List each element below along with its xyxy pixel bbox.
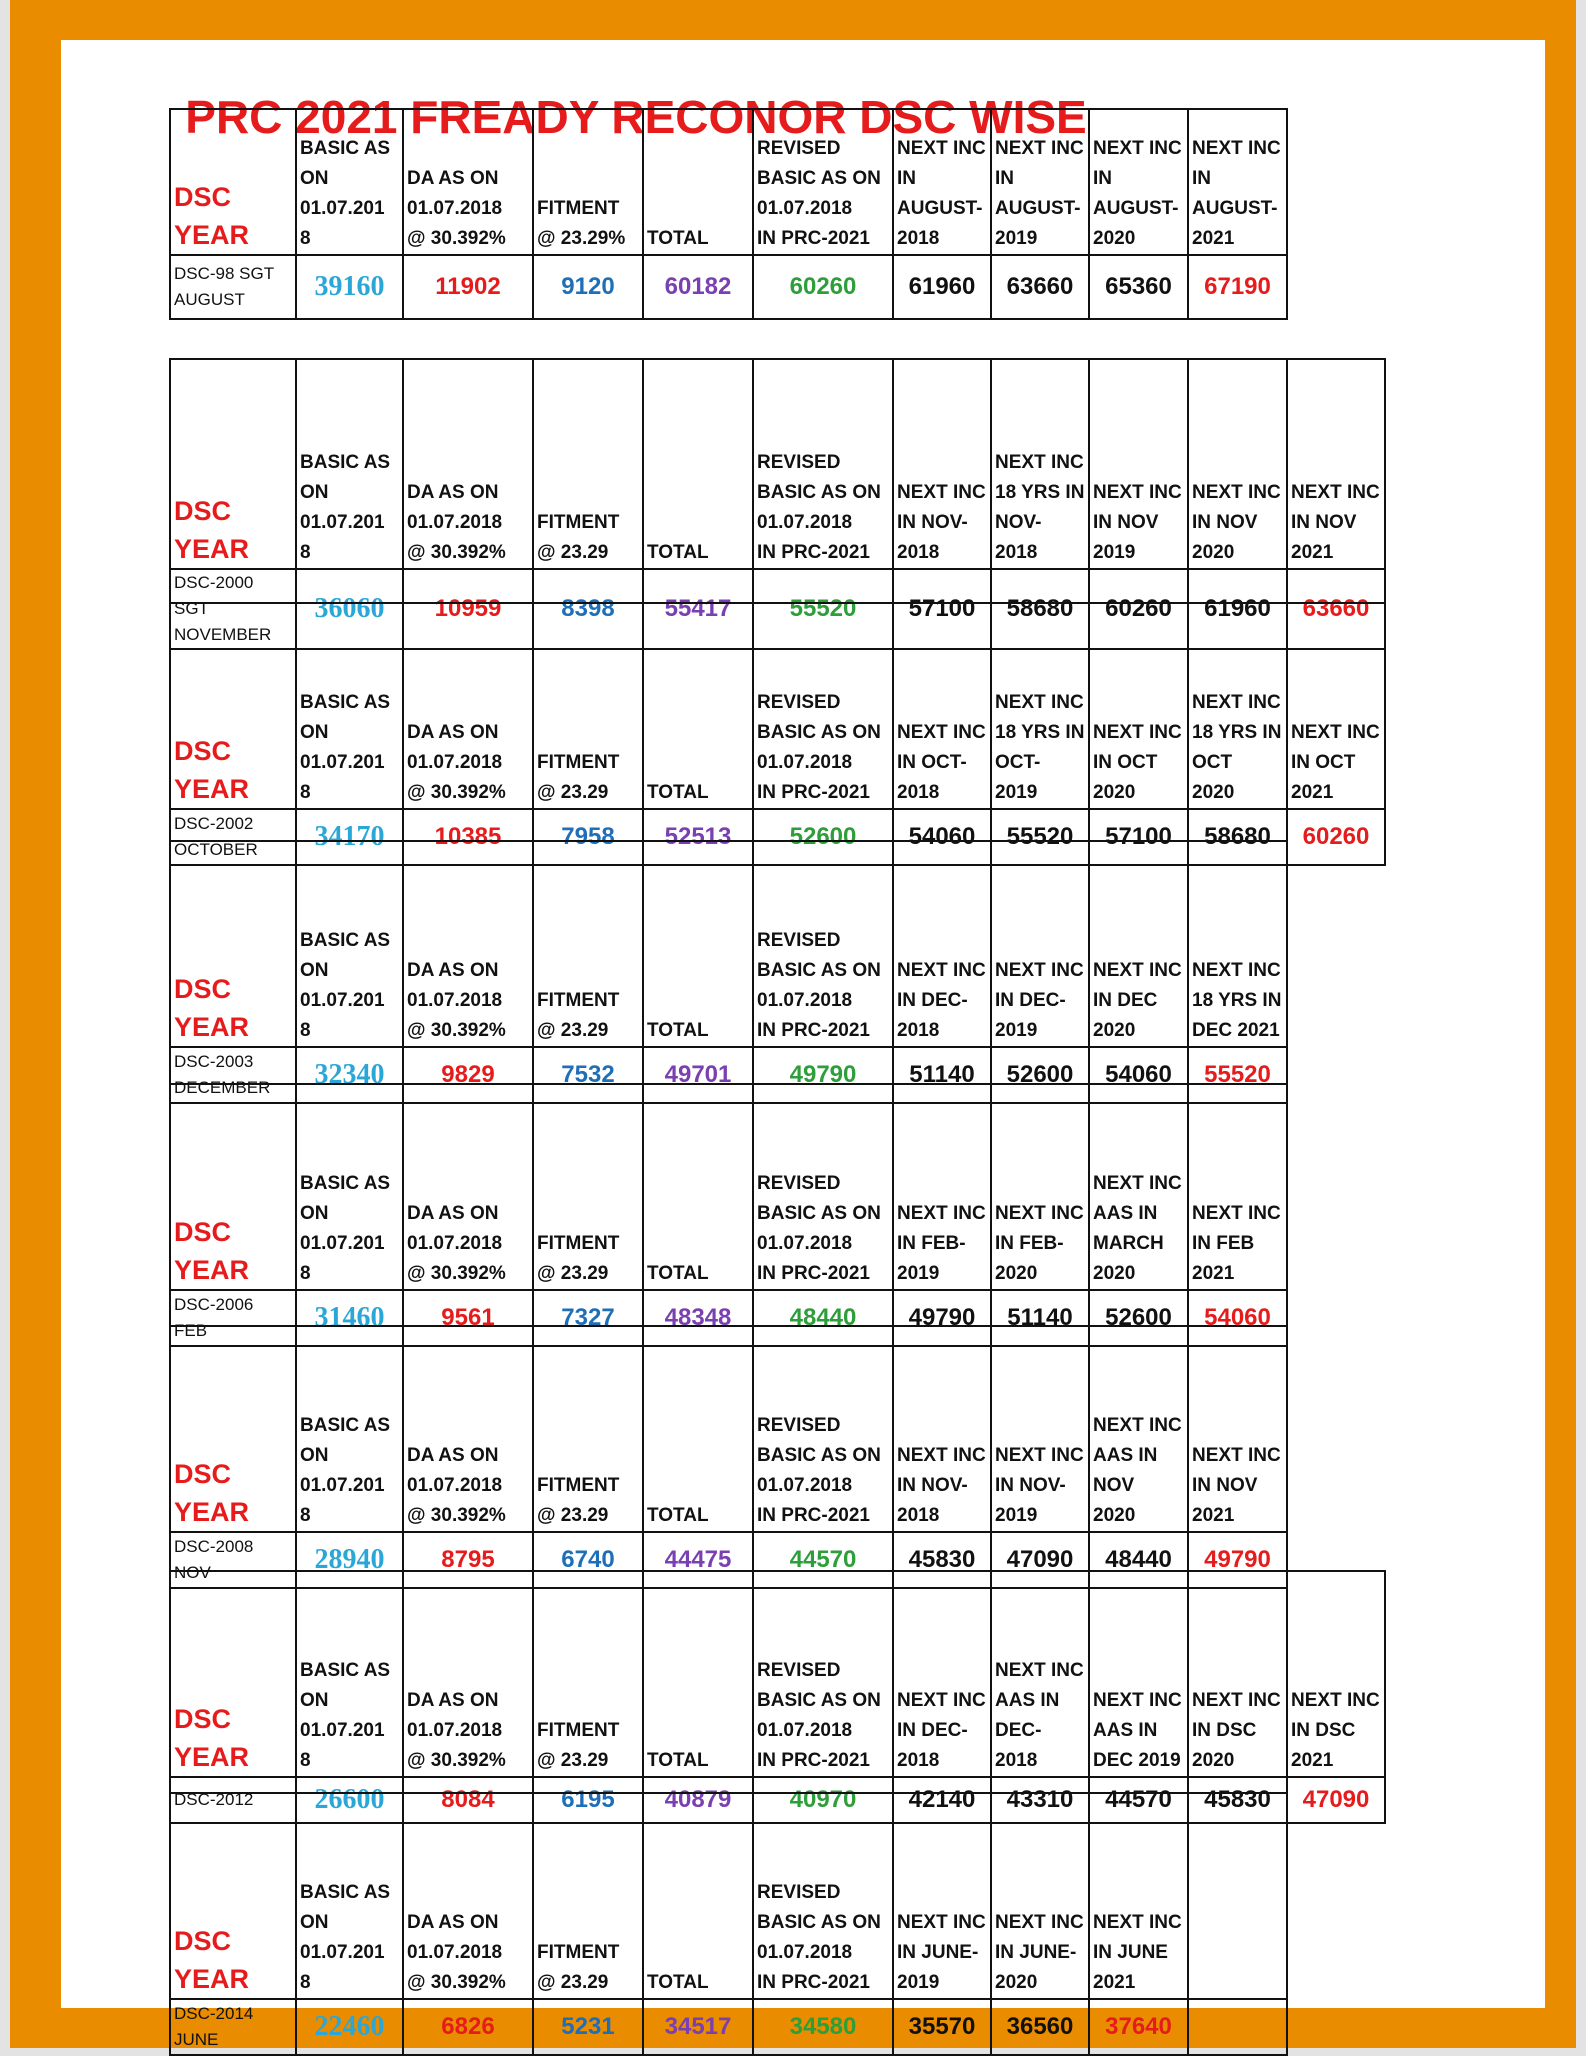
column-header: BASIC AS ON 01.07.201 8 — [296, 1084, 403, 1290]
column-header: REVISED BASIC AS ON 01.07.2018 IN PRC-2021 — [753, 109, 893, 255]
value-cell: 36060 — [296, 569, 403, 649]
value-cell: 63660 — [991, 255, 1089, 319]
column-header: BASIC AS ON 01.07.201 8 — [296, 109, 403, 255]
column-header: NEXT INC AAS IN DEC- 2018 — [991, 1571, 1089, 1777]
column-header: NEXT INC IN DEC 2020 — [1089, 841, 1188, 1047]
column-header: NEXT INC IN AUGUST- 2021 — [1188, 109, 1287, 255]
column-header: NEXT INC AAS IN NOV 2020 — [1089, 1326, 1188, 1532]
column-header: NEXT INC IN AUGUST- 2020 — [1089, 109, 1188, 255]
dsc-row-label: DSC-98 SGT AUGUST — [170, 255, 296, 319]
value-cell: 40970 — [753, 1777, 893, 1823]
column-header: NEXT INC IN NOV- 2018 — [893, 359, 991, 569]
column-header: NEXT INC IN FEB- 2019 — [893, 1084, 991, 1290]
dsc-row-label: DSC-2002 OCTOBER — [170, 809, 296, 865]
dsc-row-label: DSC-2003 DECEMBER — [170, 1047, 296, 1103]
dsc-row-label: DSC-2008 NOV — [170, 1532, 296, 1588]
column-header: NEXT INC IN DEC- 2018 — [893, 1571, 991, 1777]
column-header: FITMENT @ 23.29 — [533, 1793, 643, 1999]
dsc-year-label: DSC YEAR — [170, 1326, 296, 1532]
column-header: NEXT INC IN OCT 2021 — [1287, 603, 1385, 809]
column-header: NEXT INC 18 YRS IN NOV- 2018 — [991, 359, 1089, 569]
column-header: NEXT INC IN DSC 2020 — [1188, 1571, 1287, 1777]
column-header: NEXT INC 18 YRS IN DEC 2021 — [1188, 841, 1287, 1047]
value-cell: 34170 — [296, 809, 403, 865]
value-cell: 22460 — [296, 1999, 403, 2055]
column-header: FITMENT @ 23.29 — [533, 1326, 643, 1532]
value-cell: 7532 — [533, 1047, 643, 1103]
value-cell: 39160 — [296, 255, 403, 319]
column-header: BASIC AS ON 01.07.201 8 — [296, 1571, 403, 1777]
column-header: NEXT INC IN DEC- 2019 — [991, 841, 1089, 1047]
column-header: NEXT INC IN FEB 2021 — [1188, 1084, 1287, 1290]
column-header: DA AS ON 01.07.2018 @ 30.392% — [403, 603, 533, 809]
value-cell: 49790 — [1188, 1532, 1287, 1588]
value-cell: 47090 — [991, 1532, 1089, 1588]
dsc-year-label: DSC YEAR — [170, 359, 296, 569]
column-header: NEXT INC IN NOV- 2019 — [991, 1326, 1089, 1532]
value-cell: 48440 — [753, 1290, 893, 1346]
value-cell: 44570 — [1089, 1777, 1188, 1823]
dsc-table-block — [169, 1325, 1288, 1589]
column-header: BASIC AS ON 01.07.201 8 — [296, 603, 403, 809]
value-cell: 55520 — [1188, 1047, 1287, 1103]
value-cell: 43310 — [991, 1777, 1089, 1823]
dsc-table-block — [169, 108, 1288, 320]
dsc-table-block — [169, 1083, 1288, 1347]
column-header: NEXT INC AAS IN MARCH 2020 — [1089, 1084, 1188, 1290]
value-cell: 52513 — [643, 809, 753, 865]
column-header: NEXT INC IN AUGUST- 2018 — [893, 109, 991, 255]
column-header: DA AS ON 01.07.2018 @ 30.392% — [403, 1326, 533, 1532]
column-header: NEXT INC IN JUNE 2021 — [1089, 1793, 1188, 1999]
dsc-year-label: DSC YEAR — [170, 109, 296, 255]
column-header: FITMENT @ 23.29 — [533, 1084, 643, 1290]
column-header: NEXT INC AAS IN DEC 2019 — [1089, 1571, 1188, 1777]
value-cell — [1188, 1999, 1287, 2055]
dsc-year-label: DSC YEAR — [170, 1571, 296, 1777]
value-cell: 67190 — [1188, 255, 1287, 319]
column-header: REVISED BASIC AS ON 01.07.2018 IN PRC-2021 — [753, 1571, 893, 1777]
dsc-table — [169, 1325, 1288, 1589]
value-cell: 61960 — [1188, 569, 1287, 649]
value-cell: 44570 — [753, 1532, 893, 1588]
dsc-table — [169, 1083, 1288, 1347]
column-header: REVISED BASIC AS ON 01.07.2018 IN PRC-2021 — [753, 603, 893, 809]
value-cell: 60260 — [1287, 809, 1385, 865]
value-cell: 63660 — [1287, 569, 1385, 649]
column-header: REVISED BASIC AS ON 01.07.2018 IN PRC-2021 — [753, 1084, 893, 1290]
value-cell: 48440 — [1089, 1532, 1188, 1588]
column-header: BASIC AS ON 01.07.201 8 — [296, 1793, 403, 1999]
column-header: TOTAL — [643, 359, 753, 569]
value-cell: 10385 — [403, 809, 533, 865]
dsc-year-label: DSC YEAR — [170, 1793, 296, 1999]
value-cell: 26600 — [296, 1777, 403, 1823]
value-cell: 55520 — [991, 809, 1089, 865]
value-cell: 7327 — [533, 1290, 643, 1346]
dsc-year-label: DSC YEAR — [170, 603, 296, 809]
value-cell: 6740 — [533, 1532, 643, 1588]
value-cell: 54060 — [1188, 1290, 1287, 1346]
value-cell: 42140 — [893, 1777, 991, 1823]
value-cell: 58680 — [991, 569, 1089, 649]
dsc-table — [169, 840, 1288, 1104]
value-cell: 51140 — [893, 1047, 991, 1103]
column-header: NEXT INC IN NOV 2020 — [1188, 359, 1287, 569]
value-cell: 65360 — [1089, 255, 1188, 319]
value-cell: 58680 — [1188, 809, 1287, 865]
value-cell: 55417 — [643, 569, 753, 649]
column-header: NEXT INC IN NOV 2021 — [1188, 1326, 1287, 1532]
value-cell: 11902 — [403, 255, 533, 319]
column-header: TOTAL — [643, 841, 753, 1047]
dsc-table-block — [169, 1570, 1386, 1824]
column-header: DA AS ON 01.07.2018 @ 30.392% — [403, 841, 533, 1047]
column-header: NEXT INC IN DSC 2021 — [1287, 1571, 1385, 1777]
column-header: BASIC AS ON 01.07.201 8 — [296, 1326, 403, 1532]
dsc-table-block — [169, 840, 1288, 1104]
column-header: TOTAL — [643, 109, 753, 255]
dsc-row-label: DSC-2006 FEB — [170, 1290, 296, 1346]
value-cell: 49701 — [643, 1047, 753, 1103]
value-cell: 48348 — [643, 1290, 753, 1346]
value-cell: 49790 — [753, 1047, 893, 1103]
value-cell: 60260 — [753, 255, 893, 319]
value-cell: 28940 — [296, 1532, 403, 1588]
value-cell: 57100 — [1089, 809, 1188, 865]
column-header: FITMENT @ 23.29 — [533, 1571, 643, 1777]
column-header: DA AS ON 01.07.2018 @ 30.392% — [403, 1571, 533, 1777]
value-cell: 54060 — [1089, 1047, 1188, 1103]
value-cell: 5231 — [533, 1999, 643, 2055]
column-header: DA AS ON 01.07.2018 @ 30.392% — [403, 1793, 533, 1999]
value-cell: 49790 — [893, 1290, 991, 1346]
column-header: REVISED BASIC AS ON 01.07.2018 IN PRC-2021 — [753, 1793, 893, 1999]
value-cell: 8398 — [533, 569, 643, 649]
column-header: DA AS ON 01.07.2018 @ 30.392% — [403, 109, 533, 255]
value-cell: 34580 — [753, 1999, 893, 2055]
column-header: NEXT INC IN FEB- 2020 — [991, 1084, 1089, 1290]
value-cell: 52600 — [991, 1047, 1089, 1103]
value-cell: 61960 — [893, 255, 991, 319]
dsc-table-block — [169, 1792, 1288, 2056]
value-cell: 37640 — [1089, 1999, 1188, 2055]
column-header: NEXT INC IN JUNE- 2019 — [893, 1793, 991, 1999]
dsc-year-label: DSC YEAR — [170, 841, 296, 1047]
value-cell: 8795 — [403, 1532, 533, 1588]
value-cell: 57100 — [893, 569, 991, 649]
column-header: NEXT INC IN AUGUST- 2019 — [991, 109, 1089, 255]
column-header: DA AS ON 01.07.2018 @ 30.392% — [403, 1084, 533, 1290]
column-header: REVISED BASIC AS ON 01.07.2018 IN PRC-2021 — [753, 1326, 893, 1532]
value-cell: 7958 — [533, 809, 643, 865]
value-cell: 60260 — [1089, 569, 1188, 649]
value-cell: 51140 — [991, 1290, 1089, 1346]
column-header: NEXT INC 18 YRS IN OCT 2020 — [1188, 603, 1287, 809]
column-header: TOTAL — [643, 1793, 753, 1999]
dsc-row-label: DSC-2014 JUNE — [170, 1999, 296, 2055]
value-cell: 10959 — [403, 569, 533, 649]
value-cell: 9829 — [403, 1047, 533, 1103]
column-header: NEXT INC IN OCT- 2018 — [893, 603, 991, 809]
page-title: PRC 2021 FREADY RECONOR DSC WISE — [185, 91, 1087, 143]
column-header: BASIC AS ON 01.07.201 8 — [296, 359, 403, 569]
value-cell: 54060 — [893, 809, 991, 865]
column-header: DA AS ON 01.07.2018 @ 30.392% — [403, 359, 533, 569]
column-header: NEXT INC IN DEC- 2018 — [893, 841, 991, 1047]
column-header — [1188, 1793, 1287, 1999]
value-cell: 9120 — [533, 255, 643, 319]
column-header: NEXT INC IN NOV- 2018 — [893, 1326, 991, 1532]
column-header: NEXT INC IN NOV 2019 — [1089, 359, 1188, 569]
value-cell: 52600 — [753, 809, 893, 865]
value-cell: 55520 — [753, 569, 893, 649]
value-cell: 35570 — [893, 1999, 991, 2055]
value-cell: 8084 — [403, 1777, 533, 1823]
dsc-row-label: DSC-2012 — [170, 1777, 296, 1823]
dsc-table — [169, 1570, 1386, 1824]
dsc-table — [169, 108, 1288, 320]
value-cell: 36560 — [991, 1999, 1089, 2055]
column-header: REVISED BASIC AS ON 01.07.2018 IN PRC-2021 — [753, 359, 893, 569]
column-header: TOTAL — [643, 1571, 753, 1777]
column-header: TOTAL — [643, 1326, 753, 1532]
dsc-table — [169, 602, 1386, 866]
value-cell: 31460 — [296, 1290, 403, 1346]
column-header: NEXT INC 18 YRS IN OCT- 2019 — [991, 603, 1089, 809]
value-cell: 52600 — [1089, 1290, 1188, 1346]
value-cell: 45830 — [1188, 1777, 1287, 1823]
value-cell: 44475 — [643, 1532, 753, 1588]
dsc-table — [169, 1792, 1288, 2056]
dsc-table-block — [169, 602, 1386, 866]
column-header: FITMENT @ 23.29 — [533, 359, 643, 569]
value-cell: 6195 — [533, 1777, 643, 1823]
column-header: FITMENT @ 23.29% — [533, 109, 643, 255]
dsc-row-label: DSC-2000 SGT NOVEMBER — [170, 569, 296, 649]
column-header: NEXT INC IN NOV 2021 — [1287, 359, 1385, 569]
column-header: NEXT INC IN JUNE- 2020 — [991, 1793, 1089, 1999]
value-cell: 6826 — [403, 1999, 533, 2055]
column-header: NEXT INC IN OCT 2020 — [1089, 603, 1188, 809]
value-cell: 32340 — [296, 1047, 403, 1103]
value-cell: 34517 — [643, 1999, 753, 2055]
column-header: FITMENT @ 23.29 — [533, 841, 643, 1047]
column-header: REVISED BASIC AS ON 01.07.2018 IN PRC-2021 — [753, 841, 893, 1047]
column-header: BASIC AS ON 01.07.201 8 — [296, 841, 403, 1047]
column-header: TOTAL — [643, 603, 753, 809]
column-header: FITMENT @ 23.29 — [533, 603, 643, 809]
value-cell: 40879 — [643, 1777, 753, 1823]
column-header: TOTAL — [643, 1084, 753, 1290]
value-cell: 45830 — [893, 1532, 991, 1588]
dsc-year-label: DSC YEAR — [170, 1084, 296, 1290]
value-cell: 60182 — [643, 255, 753, 319]
value-cell: 47090 — [1287, 1777, 1385, 1823]
value-cell: 9561 — [403, 1290, 533, 1346]
